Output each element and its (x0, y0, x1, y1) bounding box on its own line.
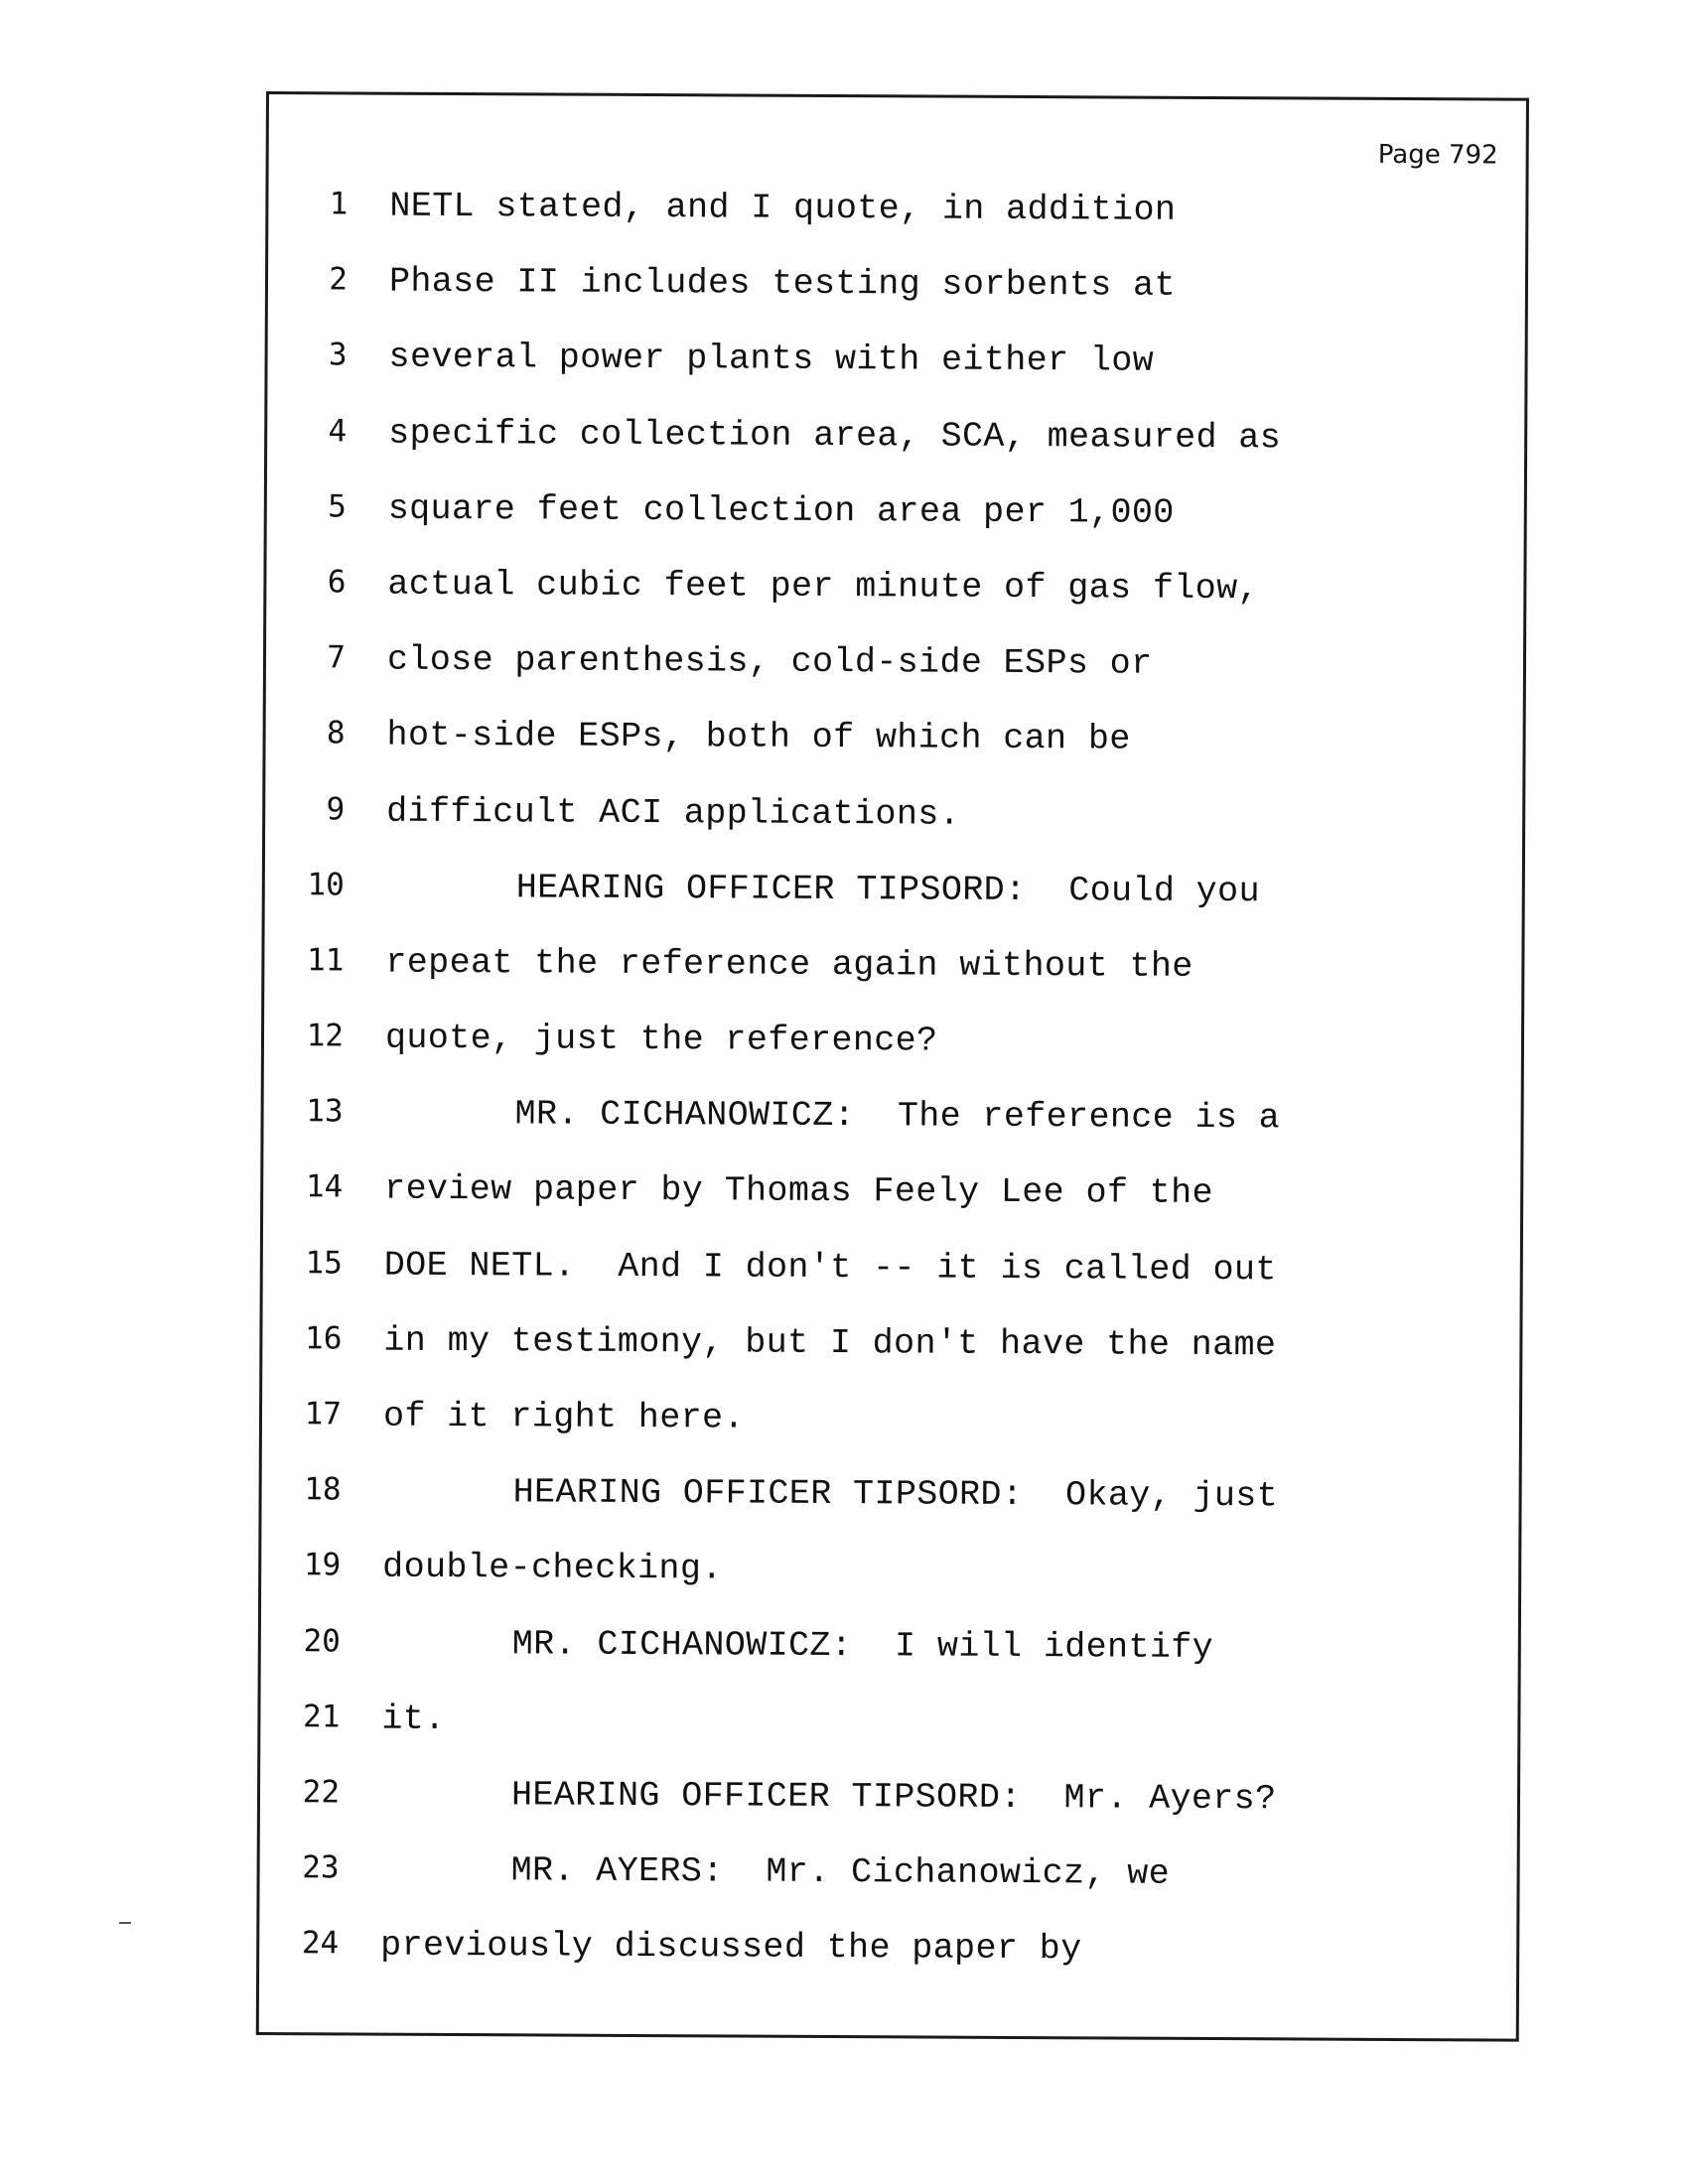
line-number: 18 (304, 1471, 342, 1508)
line-text: quote, just the reference? (384, 1018, 938, 1061)
line-text: review paper by Thomas Feely Lee of the (384, 1169, 1214, 1214)
transcript-lines (259, 172, 1526, 1993)
transcript-line (268, 247, 1525, 330)
transcript-line (262, 1306, 1519, 1389)
line-text: MR. AYERS: Mr. Cichanowicz, we (510, 1850, 1171, 1894)
line-text: of it right here. (382, 1396, 745, 1438)
line-text: Phase II includes testing sorbents at (388, 261, 1177, 306)
page-number: Page 792 (1377, 139, 1498, 171)
line-text: MR. CICHANOWICZ: I will identify (511, 1623, 1214, 1668)
line-text: HEARING OFFICER TIPSORD: Could you (515, 868, 1261, 911)
line-number: 17 (304, 1396, 343, 1433)
line-text: NETL stated, and I quote, in addition (389, 186, 1177, 230)
transcript-line (266, 550, 1523, 632)
transcript-line (259, 1836, 1516, 1918)
line-text: difficult ACI applications. (386, 791, 961, 835)
line-number: 16 (305, 1320, 343, 1357)
line-number: 10 (307, 866, 345, 903)
transcript-page (256, 91, 1529, 2042)
line-number: 2 (329, 261, 349, 298)
transcript-line (266, 625, 1523, 708)
line-text: HEARING OFFICER TIPSORD: Mr. Ayers? (510, 1775, 1277, 1820)
line-number: 20 (303, 1622, 341, 1659)
margin-mark (119, 1922, 131, 1924)
line-text: HEARING OFFICER TIPSORD: Okay, just (512, 1472, 1279, 1517)
transcript-line (261, 1533, 1518, 1615)
transcript-line (261, 1457, 1518, 1540)
transcript-line (267, 475, 1524, 557)
line-number: 14 (305, 1168, 344, 1205)
line-number: 8 (326, 715, 346, 751)
transcript-line (267, 399, 1524, 481)
transcript-line (261, 1609, 1518, 1692)
transcript-line (263, 1079, 1520, 1161)
line-number: 13 (306, 1093, 344, 1130)
line-number: 15 (305, 1244, 343, 1282)
line-text: repeat the reference again without the (385, 942, 1193, 987)
line-number: 12 (306, 1018, 345, 1054)
line-text: actual cubic feet per minute of gas flow, (387, 564, 1260, 610)
line-number: 4 (328, 412, 348, 449)
transcript-line (263, 1231, 1520, 1313)
line-text: specific collection area, SCA, measured as (388, 413, 1282, 458)
transcript-line (260, 1760, 1517, 1843)
line-text: close parenthesis, cold-side ESPs or (386, 639, 1153, 684)
line-number: 3 (328, 337, 348, 373)
transcript-line (265, 853, 1522, 935)
line-text: hot-side ESPs, both of which can be (386, 715, 1131, 759)
line-text: double-checking. (382, 1548, 723, 1589)
line-number: 19 (303, 1547, 342, 1583)
line-number: 22 (302, 1774, 341, 1811)
transcript-line (265, 701, 1522, 783)
transcript-line (260, 1685, 1517, 1767)
line-number: 23 (302, 1849, 340, 1886)
line-number: 7 (327, 639, 347, 676)
transcript-line (264, 928, 1521, 1011)
transcript-line (262, 1382, 1519, 1464)
line-text: DOE NETL. And I don't -- it is called out (383, 1245, 1277, 1290)
line-text: square feet collection area per 1,000 (387, 488, 1175, 533)
transcript-line (264, 1004, 1521, 1086)
line-number: 5 (328, 488, 347, 525)
line-number: 1 (329, 186, 349, 222)
transcript-line (265, 777, 1522, 860)
line-text: in my testimony, but I don't have the name (383, 1320, 1277, 1366)
line-text: several power plants with either low (388, 338, 1155, 382)
transcript-line (259, 1911, 1516, 1993)
line-text: MR. CICHANOWICZ: The reference is a (514, 1094, 1281, 1139)
line-text: it. (381, 1699, 446, 1739)
line-number: 9 (326, 790, 346, 827)
line-text: previously discussed the paper by (380, 1925, 1082, 1970)
line-number: 24 (301, 1925, 340, 1962)
line-number: 11 (306, 942, 345, 979)
transcript-line (267, 323, 1524, 405)
line-number: 21 (303, 1698, 341, 1735)
transcript-line (268, 172, 1525, 254)
transcript-line (263, 1155, 1520, 1237)
line-number: 6 (327, 564, 347, 601)
